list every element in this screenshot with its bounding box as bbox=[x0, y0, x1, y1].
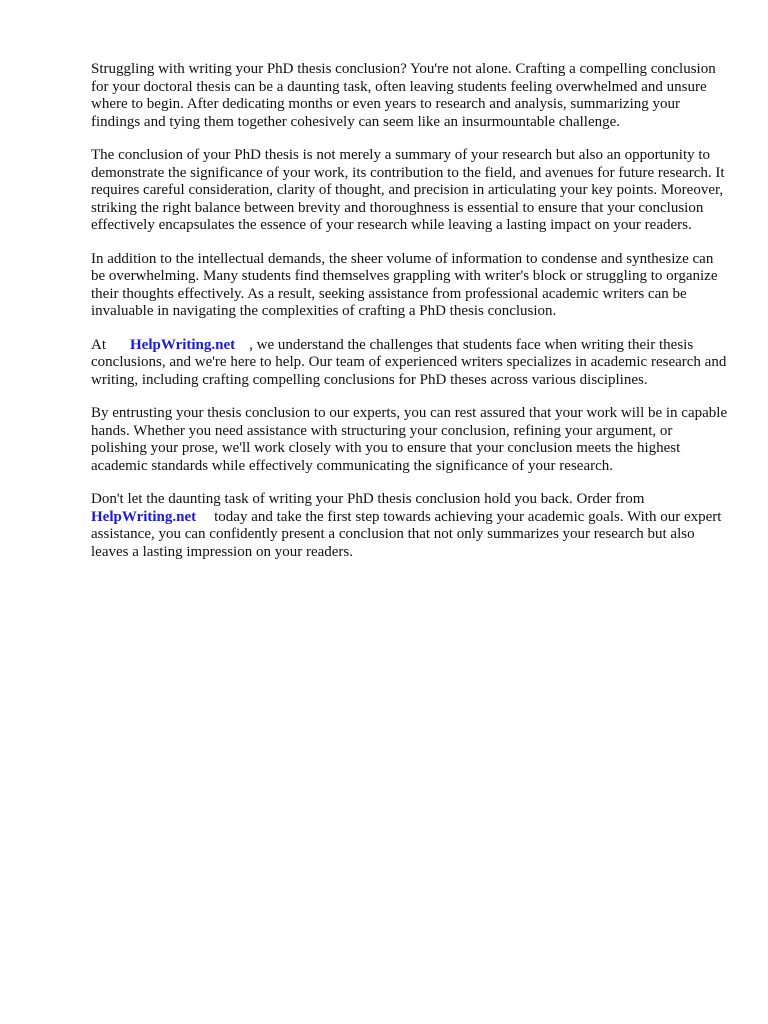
paragraph-service-lead: At bbox=[91, 336, 106, 353]
paragraph-service-rest: , we understand the challenges that students face when writing their thesis conclusions, and we're here to help. Our team of experienced writers specializes in academic research and writing, including crafting compelling conclusions for PhD theses across various disciplines. bbox=[91, 336, 727, 388]
paragraph-significance: The conclusion of your PhD thesis is not merely a summary of your research but also an opportunity to demonstrate the significance of your work, its contribution to the field, and avenues for future research. It requires careful consideration, clarity of thought, and precision in articulating your key points. Moreover, striking the right balance between brevity and thoroughness is essential to ensure that your conclusion effectively encapsulates the essence of your research while leaving a lasting impact on your readers. bbox=[91, 147, 725, 233]
document-body bbox=[91, 61, 731, 577]
helpwriting-link-cta[interactable]: HelpWriting.net bbox=[91, 508, 197, 525]
paragraph-cta-lead: Don't let the daunting task of writing your PhD thesis conclusion hold you back. Order from bbox=[91, 491, 645, 507]
paragraph-intro: Struggling with writing your PhD thesis conclusion? You're not alone. Crafting a compelling conclusion for your doctoral thesis can be a daunting task, often leaving students feeling overwhelmed and unsure where to begin. After dedicating months or even years to research and analysis, summarizing your findings and tying them together cohesively can seem like an insurmountable challenge. bbox=[91, 61, 716, 130]
helpwriting-link[interactable]: HelpWriting.net bbox=[130, 336, 236, 353]
paragraph-service bbox=[91, 337, 731, 390]
paragraph-experts: By entrusting your thesis conclusion to our experts, you can rest assured that your work will be in capable hands. Whether you need assistance with structuring your conclusion, refining your argument, or polishing your prose, we'll work closely with you to ensure that your conclusion meets the highest academic standards while effectively communicating the significance of your research. bbox=[91, 405, 728, 474]
paragraph-challenges: In addition to the intellectual demands, the sheer volume of information to condense and synthesize can be overwhelming. Many students find themselves grappling with writer's block or struggling to organize their thoughts effectively. As a result, seeking assistance from professional academic writers can be invaluable in navigating the complexities of crafting a PhD thesis conclusion. bbox=[91, 250, 718, 319]
paragraph-cta bbox=[91, 491, 731, 561]
paragraph-cta-rest: today and take the first step towards achieving your academic goals. With our expert assistance, you can confidently present a conclusion that not only summarizes your research but also leaves a lasting impression on your readers. bbox=[91, 508, 722, 560]
